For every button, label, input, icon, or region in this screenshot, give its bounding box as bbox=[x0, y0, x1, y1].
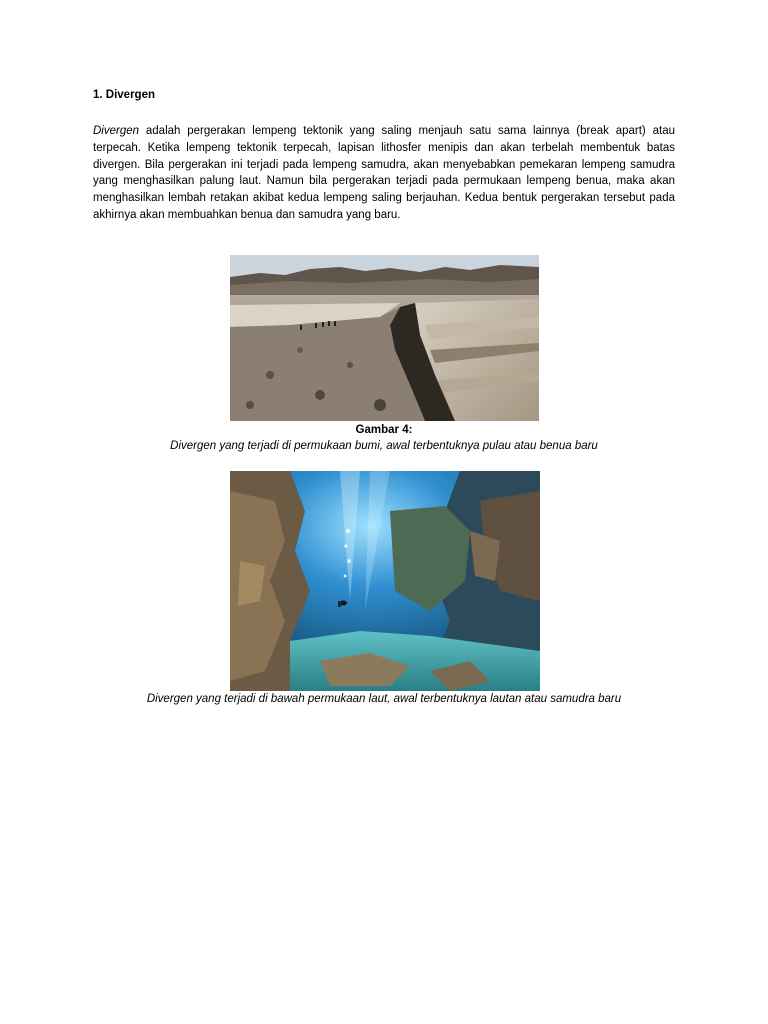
section-paragraph bbox=[93, 123, 675, 224]
section-heading: 1. Divergen bbox=[93, 89, 155, 101]
figure-4-title: Gambar 4: bbox=[355, 424, 413, 436]
land-rift-photo bbox=[230, 255, 539, 421]
figure-5-caption: Divergen yang terjadi di bawah permukaan laut, awal terbentuknya lautan atau samudra baru bbox=[146, 693, 622, 705]
term-divergen: Divergen bbox=[93, 125, 140, 137]
figure-4-caption: Divergen yang terjadi di permukaan bumi, awal terbentuknya pulau atau benua baru bbox=[170, 440, 598, 452]
underwater-rift-photo bbox=[230, 471, 540, 691]
paragraph-body: adalah pergerakan lempeng tektonik yang saling menjauh satu sama lainnya (break apart) atau terpecah. Ketika lempeng tektonik terpecah, lapisan lithosfer menipis dan akan terbelah membentuk batas divergen. Bila pergerakan ini terjadi pada lempeng samudra, akan menyebabkan pemekaran lempeng samudra yang menghasilkan palung laut. Namun bila pergerakan terjadi pada permukaan lempeng benua, maka akan menghasilkan lembah retakan akibat kedua lempeng saling berjauhan. Kedua bentuk pergerakan tersebut pada akhirnya akan membuahkan benua dan samudra yang baru. bbox=[93, 125, 675, 221]
